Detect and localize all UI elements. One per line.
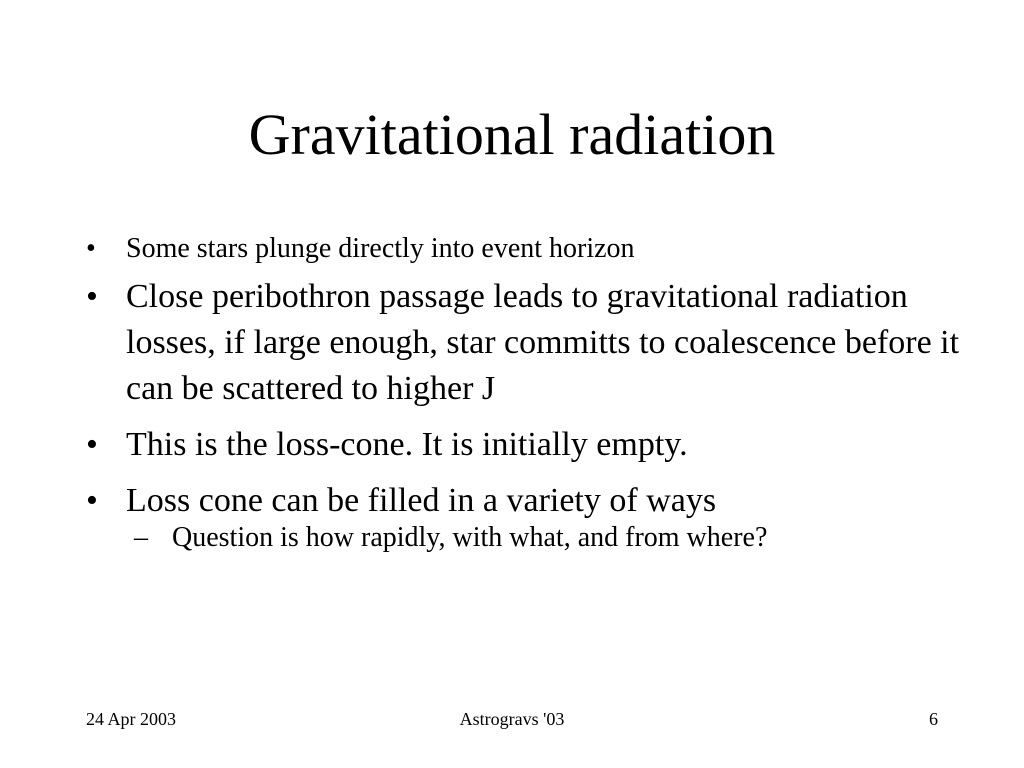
- bullet-item: [86, 422, 966, 468]
- bullet-text: Close peribothron passage leads to gravitational radiation losses, if large enough, star committs to coalescence before it can be scattered to higher J: [126, 278, 960, 407]
- footer-page-number: 6: [929, 709, 938, 729]
- slide-title: Gravitational radiation: [248, 102, 776, 167]
- bullet-item: [86, 228, 966, 270]
- sub-bullet-item: [134, 518, 966, 558]
- bullet-list: [86, 228, 966, 568]
- bullet-text: Some stars plunge directly into event horizon: [126, 233, 635, 264]
- sub-bullet-list: [126, 518, 966, 558]
- bullet-text: This is the loss-cone. It is initially empty.: [126, 426, 688, 463]
- sub-bullet-marker: –: [134, 522, 148, 553]
- bullet-marker: •: [86, 278, 98, 315]
- sub-bullet-text: Question is how rapidly, with what, and from where?: [172, 522, 768, 553]
- bullet-item: [86, 478, 966, 558]
- bullet-marker: •: [86, 426, 98, 463]
- footer-event: Astrogravs '03: [459, 709, 565, 729]
- bullet-marker: •: [86, 482, 98, 519]
- bullet-text: Loss cone can be filled in a variety of ways: [126, 482, 717, 519]
- bullet-item: [86, 274, 966, 412]
- bullet-marker: •: [86, 233, 96, 264]
- footer-date: 24 Apr 2003: [86, 709, 176, 729]
